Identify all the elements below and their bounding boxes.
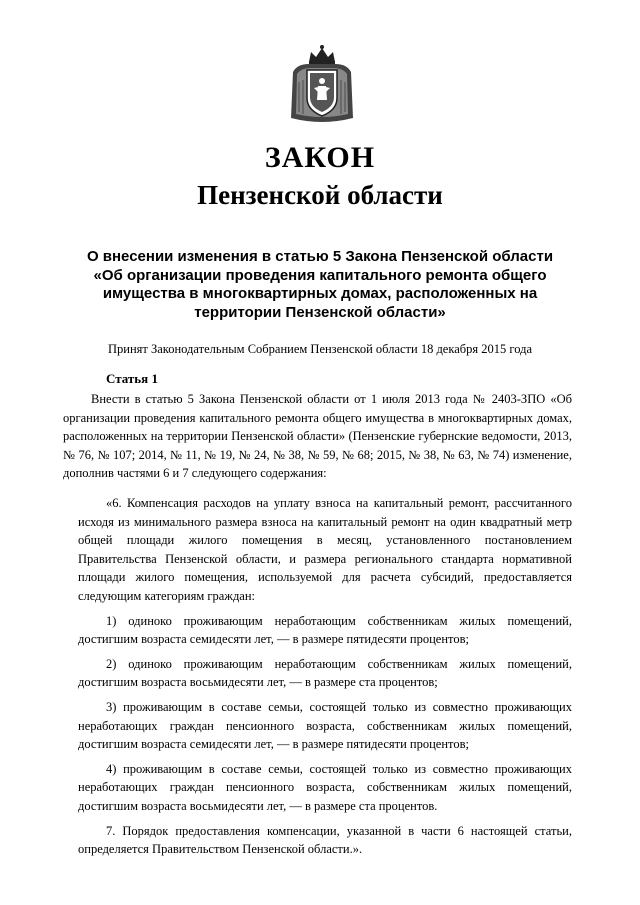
law-title-line: территории Пензенской области»	[194, 303, 446, 321]
part-7-paragraph: 7. Порядок предоставления компенсации, указанной в части 6 настоящей статьи, определяется Правительством Пензенской области.».	[78, 823, 572, 857]
coat-of-arms-emblem	[287, 42, 357, 124]
region-heading: Пензенской области	[197, 180, 443, 210]
article-intro	[63, 390, 572, 483]
part-6-paragraph: «6. Компенсация расходов на уплату взноса на капитальный ремонт, рассчитанного исходя из минимального размера взноса на капитальный ремонт на один квадратный метр общей площади жилого помещения в месяц, установленного постановлением Правительства Пензенской области, и размера регионального стандарта нормативной площади жилого помещения, используемой для расчета субсидий, предоставляется следующим категориям граждан:	[78, 496, 572, 603]
law-title-line: «Об организации проведения капитального ремонта общего	[93, 266, 547, 284]
law-title-line: имущества в многоквартирных домах, расположенных на	[102, 285, 538, 302]
list-item: 1) одиноко проживающим неработающим собственникам жилых помещений, достигшим возраста семидесяти лет, — в размере пятидесяти процентов;	[78, 613, 572, 647]
law-title-line: О внесении изменения в статью 5 Закона Пензенской области	[86, 248, 554, 265]
article-quote	[78, 494, 572, 865]
list-item: 2) одиноко проживающим неработающим собственникам жилых помещений, достигшим возраста восьмидесяти лет, — в размере ста процентов;	[78, 656, 572, 690]
list-item: 4) проживающим в составе семьи, состоящей только из совместно проживающих неработающих граждан пенсионного возраста, собственникам жилых помещений, достигшим возраста восьмидесяти лет, — в размере ста процентов.	[78, 761, 572, 813]
list-item: 3) проживающим в составе семьи, состоящей только из совместно проживающих неработающих граждан пенсионного возраста, собственникам жилых помещений, достигшим возраста семидесяти лет, — в размере пятидесяти процентов;	[78, 699, 572, 752]
document-type-heading: ЗАКОН	[264, 141, 376, 174]
law-title	[80, 248, 560, 322]
adoption-statement: Принят Законодательным Собранием Пензенской области 18 декабря 2015 года	[107, 342, 533, 356]
article-intro-paragraph: Внести в статью 5 Закона Пензенской области от 1 июля 2013 года № 2403-ЗПО «Об организации проведения капитального ремонта общего имущества в многоквартирных домах, расположенных на территории Пензенской области» (Пензенские губернские ведомости, 2013, № 76, № 107; 2014, № 11, № 19, № 24, № 38, № 59, № 68; 2015, № 38, № 63, № 74) изменение, дополнив частями 6 и 7 следующего содержания:	[63, 392, 572, 481]
article-heading: Статья 1	[106, 371, 158, 386]
